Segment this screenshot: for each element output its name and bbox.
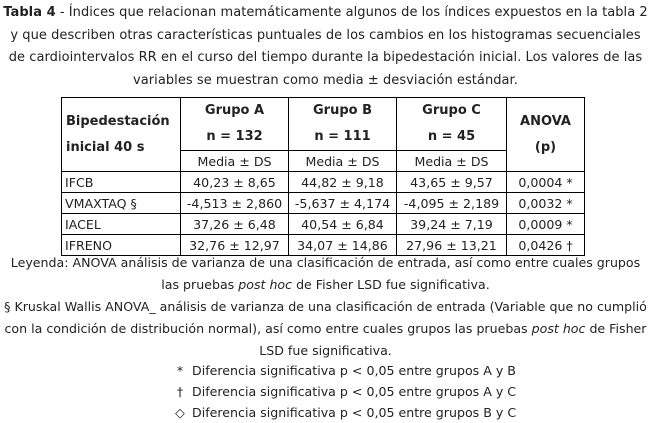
anova-line1: ANOVA — [520, 113, 571, 129]
legend-p1-text-b: de Fisher LSD fue significativa. — [292, 277, 490, 292]
note-symbol: † — [176, 384, 184, 399]
subheader-a: Media ± DS — [181, 151, 289, 172]
legend — [0, 252, 651, 362]
row-value-c: 39,24 ± 7,19 — [397, 214, 507, 235]
row-variable: IACEL — [62, 214, 181, 235]
row-variable: IFCB — [62, 172, 181, 193]
row-value-c: -4,095 ± 2,189 — [397, 193, 507, 214]
header-bipedestacion-line1: Bipedestación — [66, 113, 170, 129]
significance-notes — [172, 360, 516, 423]
note-item — [172, 402, 516, 423]
table-row — [62, 193, 585, 214]
header-bipedestacion-line2: inicial 40 s — [66, 139, 145, 155]
row-value-b: 34,07 ± 14,86 — [289, 235, 397, 256]
legend-p2-text-b: de Fisher LSD fue significativa. — [259, 321, 647, 358]
subheader-c: Media ± DS — [397, 151, 507, 172]
row-value-a: 37,26 ± 6,48 — [181, 214, 289, 235]
note-text: Diferencia significativa p < 0,05 entre grupos A y B — [192, 363, 516, 378]
row-value-a: -4,513 ± 2,860 — [181, 193, 289, 214]
row-variable: IFRENO — [62, 235, 181, 256]
row-anova-p: 0,0004 * — [507, 172, 585, 193]
header-bipedestacion — [62, 98, 181, 172]
group-b-name: Grupo B — [312, 103, 372, 118]
group-a-n: n = 132 — [206, 129, 263, 144]
row-value-a: 32,76 ± 12,97 — [181, 235, 289, 256]
caption-text: - Índices que relacionan matemáticamente algunos de los índices expuestos en la tabla 2 y que describen otras características puntuales de los cambios en los histogramas secuenciales de cardiointervalos RR en el curso del tiempo durante la bipedestación inicial. Los valores de las variables se muestran como media ± desviación estándar. — [8, 5, 648, 88]
header-group-c — [397, 98, 507, 151]
group-c-name: Grupo C — [422, 103, 481, 118]
legend-paragraph-1 — [0, 252, 651, 296]
note-symbol: * — [176, 363, 184, 378]
header-group-b — [289, 98, 397, 151]
row-anova-p: 0,0032 * — [507, 193, 585, 214]
row-value-a: 40,23 ± 8,65 — [181, 172, 289, 193]
row-value-c: 43,65 ± 9,57 — [397, 172, 507, 193]
data-table — [61, 97, 585, 256]
caption-lead: Tabla 4 — [3, 5, 56, 20]
group-c-n: n = 45 — [427, 129, 476, 144]
legend-paragraph-2 — [0, 296, 651, 362]
row-variable: VMAXTAQ § — [62, 193, 181, 214]
group-a-name: Grupo A — [204, 103, 265, 118]
table-caption — [2, 2, 649, 92]
header-group-a — [181, 98, 289, 151]
note-symbol: ◇ — [175, 405, 185, 420]
note-text: Diferencia significativa p < 0,05 entre grupos B y C — [192, 405, 517, 420]
row-value-c: 27,96 ± 13,21 — [397, 235, 507, 256]
subheader-b: Media ± DS — [289, 151, 397, 172]
row-anova-p: 0,0426 † — [507, 235, 585, 256]
note-item — [172, 381, 516, 402]
legend-p2-text-a: § Kruskal Wallis ANOVA_ análisis de varianza de una clasificación de entrada (Variable que no cumplió con la condición de distribución normal), así como entre cuales grupos las pruebas — [4, 299, 647, 336]
note-text: Diferencia significativa p < 0,05 entre grupos A y C — [192, 384, 517, 399]
legend-p1-text-a: Leyenda: ANOVA análisis de varianza de una clasificación de entrada, así como entre cuales grupos las pruebas — [10, 255, 641, 292]
anova-line2: (p) — [534, 139, 557, 155]
table-row — [62, 214, 585, 235]
row-value-b: -5,637 ± 4,174 — [289, 193, 397, 214]
row-value-b: 44,82 ± 9,18 — [289, 172, 397, 193]
legend-p2-italic: post hoc — [531, 321, 586, 336]
header-anova — [507, 98, 585, 172]
row-value-b: 40,54 ± 6,84 — [289, 214, 397, 235]
group-b-n: n = 111 — [314, 129, 371, 144]
legend-p1-italic: post hoc — [238, 277, 293, 292]
table-row — [62, 172, 585, 193]
note-item — [172, 360, 516, 381]
row-anova-p: 0,0009 * — [507, 214, 585, 235]
header-row — [62, 98, 585, 151]
